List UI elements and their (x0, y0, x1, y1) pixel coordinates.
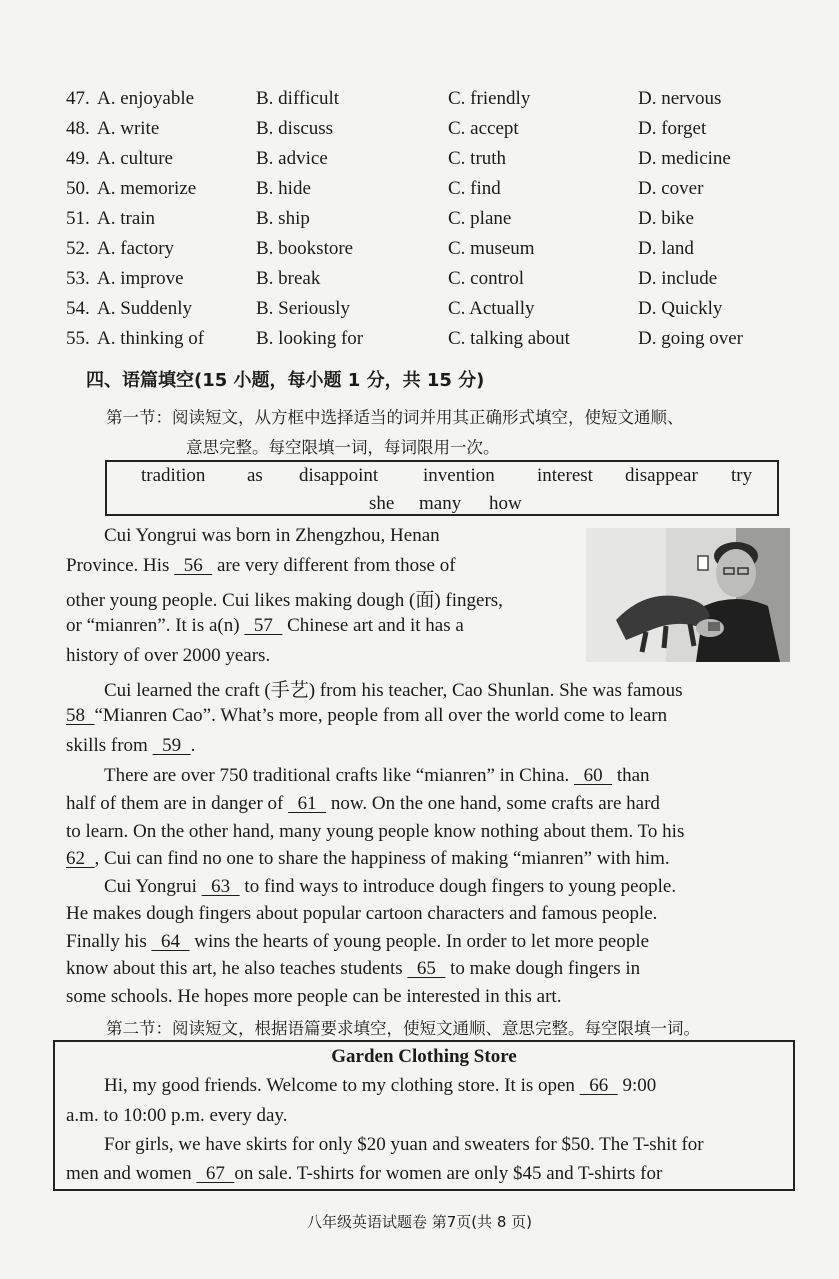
blank-63[interactable]: 63 (201, 876, 240, 897)
question-number: 52. (66, 238, 90, 259)
part2-instructions: 第二节：阅读短文，根据语篇要求填空，使短文通顺、意思完整。每空限填一词。 (106, 1019, 700, 1038)
option-d[interactable]: D. include (638, 268, 718, 289)
word-option: many (419, 493, 462, 514)
blank-60[interactable]: 60 (574, 765, 613, 786)
question-number: 48. (66, 118, 90, 139)
option-b[interactable]: B. Seriously (256, 298, 350, 319)
option-a[interactable]: A. write (97, 118, 160, 139)
store-title: Garden Clothing Store (331, 1046, 517, 1067)
option-b[interactable]: B. bookstore (256, 238, 354, 259)
option-b[interactable]: B. hide (256, 178, 311, 199)
option-a[interactable]: A. improve (97, 268, 184, 289)
section-heading: 四、语篇填空(15 小题，每小题 1 分，共 15 分) (86, 370, 485, 391)
question-number: 54. (66, 298, 90, 319)
passage-line: 58 “Mianren Cao”. What’s more, people from all over the world come to learn (66, 705, 668, 726)
option-c[interactable]: C. talking about (448, 328, 570, 349)
word-option: interest (537, 465, 593, 486)
blank-62[interactable]: 62 (66, 848, 95, 869)
option-c[interactable]: C. plane (448, 208, 512, 229)
blank-65[interactable]: 65 (407, 958, 446, 979)
option-b[interactable]: B. difficult (256, 88, 340, 109)
passage-line: other young people. Cui likes making dough (面) fingers, (66, 590, 503, 611)
option-b[interactable]: B. looking for (256, 328, 364, 349)
word-option: try (731, 465, 753, 486)
store-line: men and women 67 on sale. T-shirts for women are only $45 and T-shirts for (66, 1163, 663, 1184)
passage-line: Cui Yongrui 63 to find ways to introduce dough fingers to young people. (104, 876, 677, 897)
store-line: For girls, we have skirts for only $20 yuan and sweaters for $50. The T-shit for (104, 1134, 704, 1155)
word-box (105, 460, 779, 516)
word-option: disappear (625, 465, 698, 486)
option-row (66, 178, 806, 206)
passage-line: some schools. He hopes more people can be interested in this art. (66, 986, 562, 1007)
option-a[interactable]: A. enjoyable (97, 88, 195, 109)
word-option: how (489, 493, 522, 514)
option-c[interactable]: C. control (448, 268, 524, 289)
option-c[interactable]: C. accept (448, 118, 519, 139)
option-a[interactable]: A. memorize (97, 178, 197, 199)
part1-instructions-line1: 第一节：阅读短文，从方框中选择适当的词并用其正确形式填空，使短文通顺、 (106, 408, 684, 427)
option-row (66, 88, 806, 116)
passage-line: 62 , Cui can find no one to share the happiness of making “mianren” with him. (66, 848, 670, 869)
option-row (66, 238, 806, 266)
question-number: 53. (66, 268, 90, 289)
passage-line: to learn. On the other hand, many young people know nothing about them. To his (66, 821, 685, 842)
word-option: tradition (141, 465, 206, 486)
passage-line: There are over 750 traditional crafts like “mianren” in China. 60 than (104, 765, 650, 786)
question-number: 49. (66, 148, 90, 169)
option-c[interactable]: C. find (448, 178, 501, 199)
option-d[interactable]: D. nervous (638, 88, 722, 109)
option-row (66, 268, 806, 296)
option-c[interactable]: C. Actually (448, 298, 535, 319)
passage-line: Finally his 64 wins the hearts of young people. In order to let more people (66, 931, 650, 952)
option-a[interactable]: A. culture (97, 148, 173, 169)
option-b[interactable]: B. break (256, 268, 321, 289)
store-line: a.m. to 10:00 p.m. every day. (66, 1105, 288, 1126)
word-option: as (247, 465, 263, 486)
craftsman-photo (586, 528, 790, 662)
passage-line: or “mianren”. It is a(n) 57 Chinese art and it has a (66, 615, 464, 636)
photo-illustration (586, 528, 790, 662)
blank-59[interactable]: 59 (152, 735, 191, 756)
blank-64[interactable]: 64 (151, 931, 190, 952)
blank-58[interactable]: 58 (66, 705, 95, 726)
option-row (66, 298, 806, 326)
passage-line: skills from 59 . (66, 735, 196, 756)
question-number: 50. (66, 178, 90, 199)
option-d[interactable]: D. medicine (638, 148, 731, 169)
blank-67[interactable]: 67 (196, 1163, 235, 1184)
option-b[interactable]: B. discuss (256, 118, 334, 139)
question-number: 47. (66, 88, 90, 109)
question-number: 51. (66, 208, 90, 229)
blank-57[interactable]: 57 (244, 615, 283, 636)
passage-line: history of over 2000 years. (66, 645, 271, 666)
option-b[interactable]: B. ship (256, 208, 310, 229)
passage-line: He makes dough fingers about popular cartoon characters and famous people. (66, 903, 658, 924)
option-d[interactable]: D. going over (638, 328, 744, 349)
blank-56[interactable]: 56 (174, 555, 213, 576)
passage-line: half of them are in danger of 61 now. On the one hand, some crafts are hard (66, 793, 660, 814)
option-row (66, 118, 806, 146)
option-c[interactable]: C. friendly (448, 88, 531, 109)
option-d[interactable]: D. forget (638, 118, 707, 139)
option-a[interactable]: A. factory (97, 238, 175, 259)
part1-instructions-line2: 意思完整。每空限填一词，每词限用一次。 (186, 438, 500, 457)
word-option: invention (423, 465, 495, 486)
passage-line: know about this art, he also teaches students 65 to make dough fingers in (66, 958, 641, 979)
option-d[interactable]: D. Quickly (638, 298, 723, 319)
option-c[interactable]: C. museum (448, 238, 535, 259)
store-line: Hi, my good friends. Welcome to my clothing store. It is open 66 9:00 (104, 1075, 657, 1096)
option-d[interactable]: D. land (638, 238, 694, 259)
option-a[interactable]: A. thinking of (97, 328, 205, 349)
option-d[interactable]: D. cover (638, 178, 704, 199)
option-row (66, 148, 806, 176)
option-d[interactable]: D. bike (638, 208, 694, 229)
passage-line: Province. His 56 are very different from those of (66, 555, 456, 576)
passage-line: Cui learned the craft (手艺) from his teacher, Cao Shunlan. She was famous (104, 680, 683, 701)
blank-61[interactable]: 61 (288, 793, 327, 814)
page-footer: 八年级英语试题卷 第7页(共 8 页) (306, 1213, 533, 1231)
passage-line: Cui Yongrui was born in Zhengzhou, Henan (104, 525, 440, 546)
option-c[interactable]: C. truth (448, 148, 507, 169)
option-a[interactable]: A. Suddenly (97, 298, 192, 319)
option-a[interactable]: A. train (97, 208, 156, 229)
option-row (66, 208, 806, 236)
word-option: she (369, 493, 395, 514)
option-row (66, 328, 806, 356)
word-option: disappoint (299, 465, 379, 486)
blank-66[interactable]: 66 (579, 1075, 618, 1096)
question-number: 55. (66, 328, 90, 349)
option-b[interactable]: B. advice (256, 148, 328, 169)
